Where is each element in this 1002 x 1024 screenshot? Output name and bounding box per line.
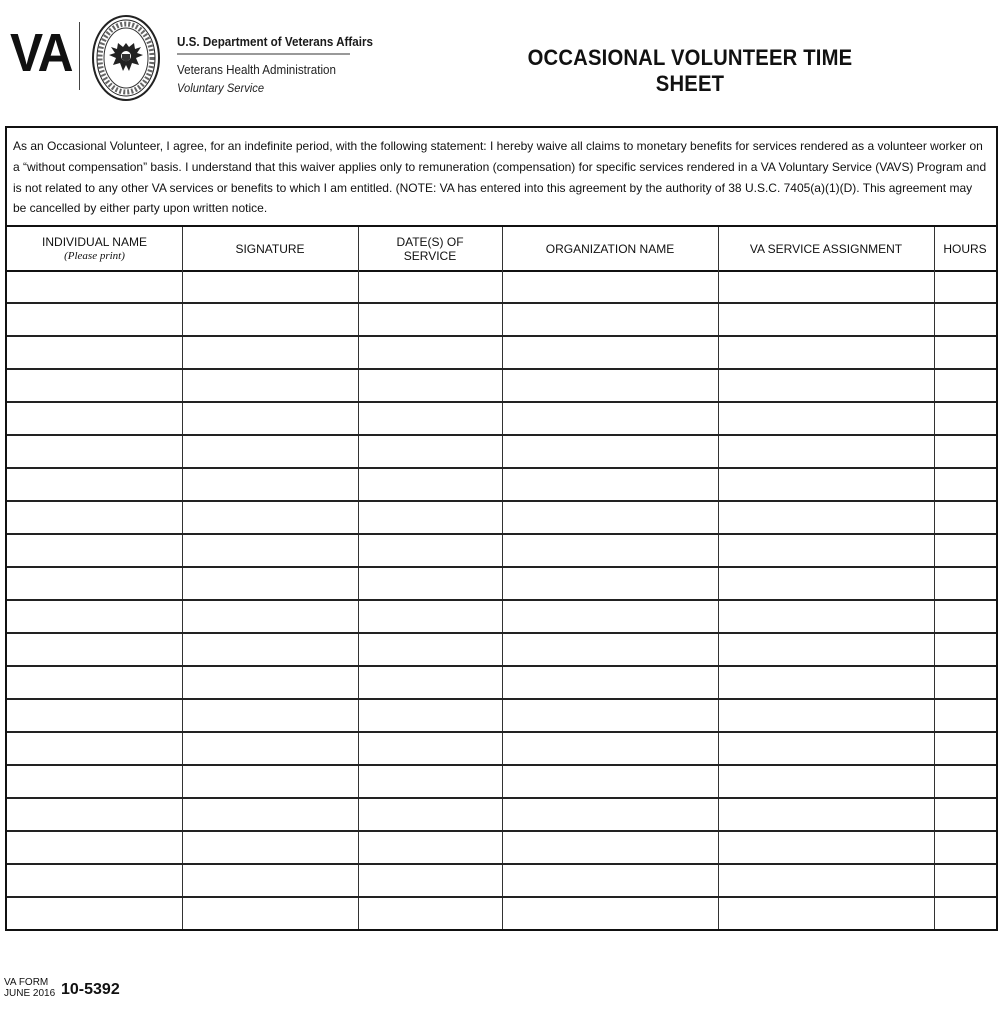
column-divider: [502, 227, 503, 929]
column-divider: [934, 227, 935, 929]
table-row-divider: [7, 830, 996, 832]
agency-block: [177, 35, 373, 95]
form-number: 10-5392: [61, 981, 120, 998]
table-row-divider: [7, 566, 996, 568]
va-seal-icon: [91, 13, 161, 103]
service-name: Voluntary Service: [177, 81, 265, 95]
column-header-label: HOURS: [943, 241, 987, 256]
column-divider: [182, 227, 183, 929]
department-name: U.S. Department of Veterans Affairs: [177, 35, 350, 55]
table-row-divider: [7, 599, 996, 601]
form-label-block: [4, 977, 55, 999]
column-divider: [358, 227, 359, 929]
table-row-divider: [7, 368, 996, 370]
column-header-signature: [182, 227, 358, 270]
column-header-label: INDIVIDUAL NAME: [42, 234, 147, 249]
va-logo-text: VA: [10, 23, 72, 83]
form-title: OCCASIONAL VOLUNTEER TIME SHEET: [527, 45, 853, 96]
column-header-va-service-assignment: [718, 227, 934, 270]
column-header-label: SIGNATURE: [235, 241, 305, 256]
column-divider: [718, 227, 719, 929]
table-row-divider: [7, 500, 996, 502]
table-row-divider: [7, 302, 996, 304]
logo-divider: [79, 22, 80, 90]
table-row-divider: [7, 533, 996, 535]
column-header-label: ORGANIZATION NAME: [545, 241, 675, 256]
table-row-divider: [7, 896, 996, 898]
table-row-divider: [7, 632, 996, 634]
time-sheet-frame: [5, 126, 998, 931]
table-row-divider: [7, 335, 996, 337]
table-row-divider: [7, 863, 996, 865]
column-header-hours: [934, 227, 996, 270]
table-row-divider: [7, 401, 996, 403]
table-row-divider: [7, 797, 996, 799]
column-header-label: VA SERVICE ASSIGNMENT: [749, 241, 903, 256]
table-row-divider: [7, 665, 996, 667]
table-row-divider: [7, 698, 996, 700]
table-row-divider: [7, 764, 996, 766]
column-header-label: DATE(S) OF SERVICE: [396, 234, 464, 263]
waiver-statement: As an Occasional Volunteer, I agree, for an indefinite period, with the following statement: I hereby waive all claims to monetary benefits for services rendered as a volunteer worker on a “without compensation” basis. I understand that this waiver applies only to remuneration (compensation) for specific services rendered in a VA Voluntary Service (VAVS) Program and is not related to any other VA services or benefits to which I am entitled. (NOTE: VA has entered into this agreement by the authority of 38 U.S.C. 7405(a)(1)(D). This agreement may be cancelled by either party upon written notice.: [13, 139, 987, 216]
column-header-organization-name: [502, 227, 718, 270]
administration-name: Veterans Health Administration: [177, 63, 336, 77]
column-header-individual-name: [7, 227, 182, 270]
table-row-divider: [7, 731, 996, 733]
column-header-dates-of-service: [358, 227, 502, 270]
table-row-divider: [7, 434, 996, 436]
table-row-divider: [7, 467, 996, 469]
form-date: JUNE 2016: [4, 988, 56, 999]
form-label: VA FORM: [4, 977, 49, 988]
column-header-sublabel: (Please print): [64, 249, 125, 262]
